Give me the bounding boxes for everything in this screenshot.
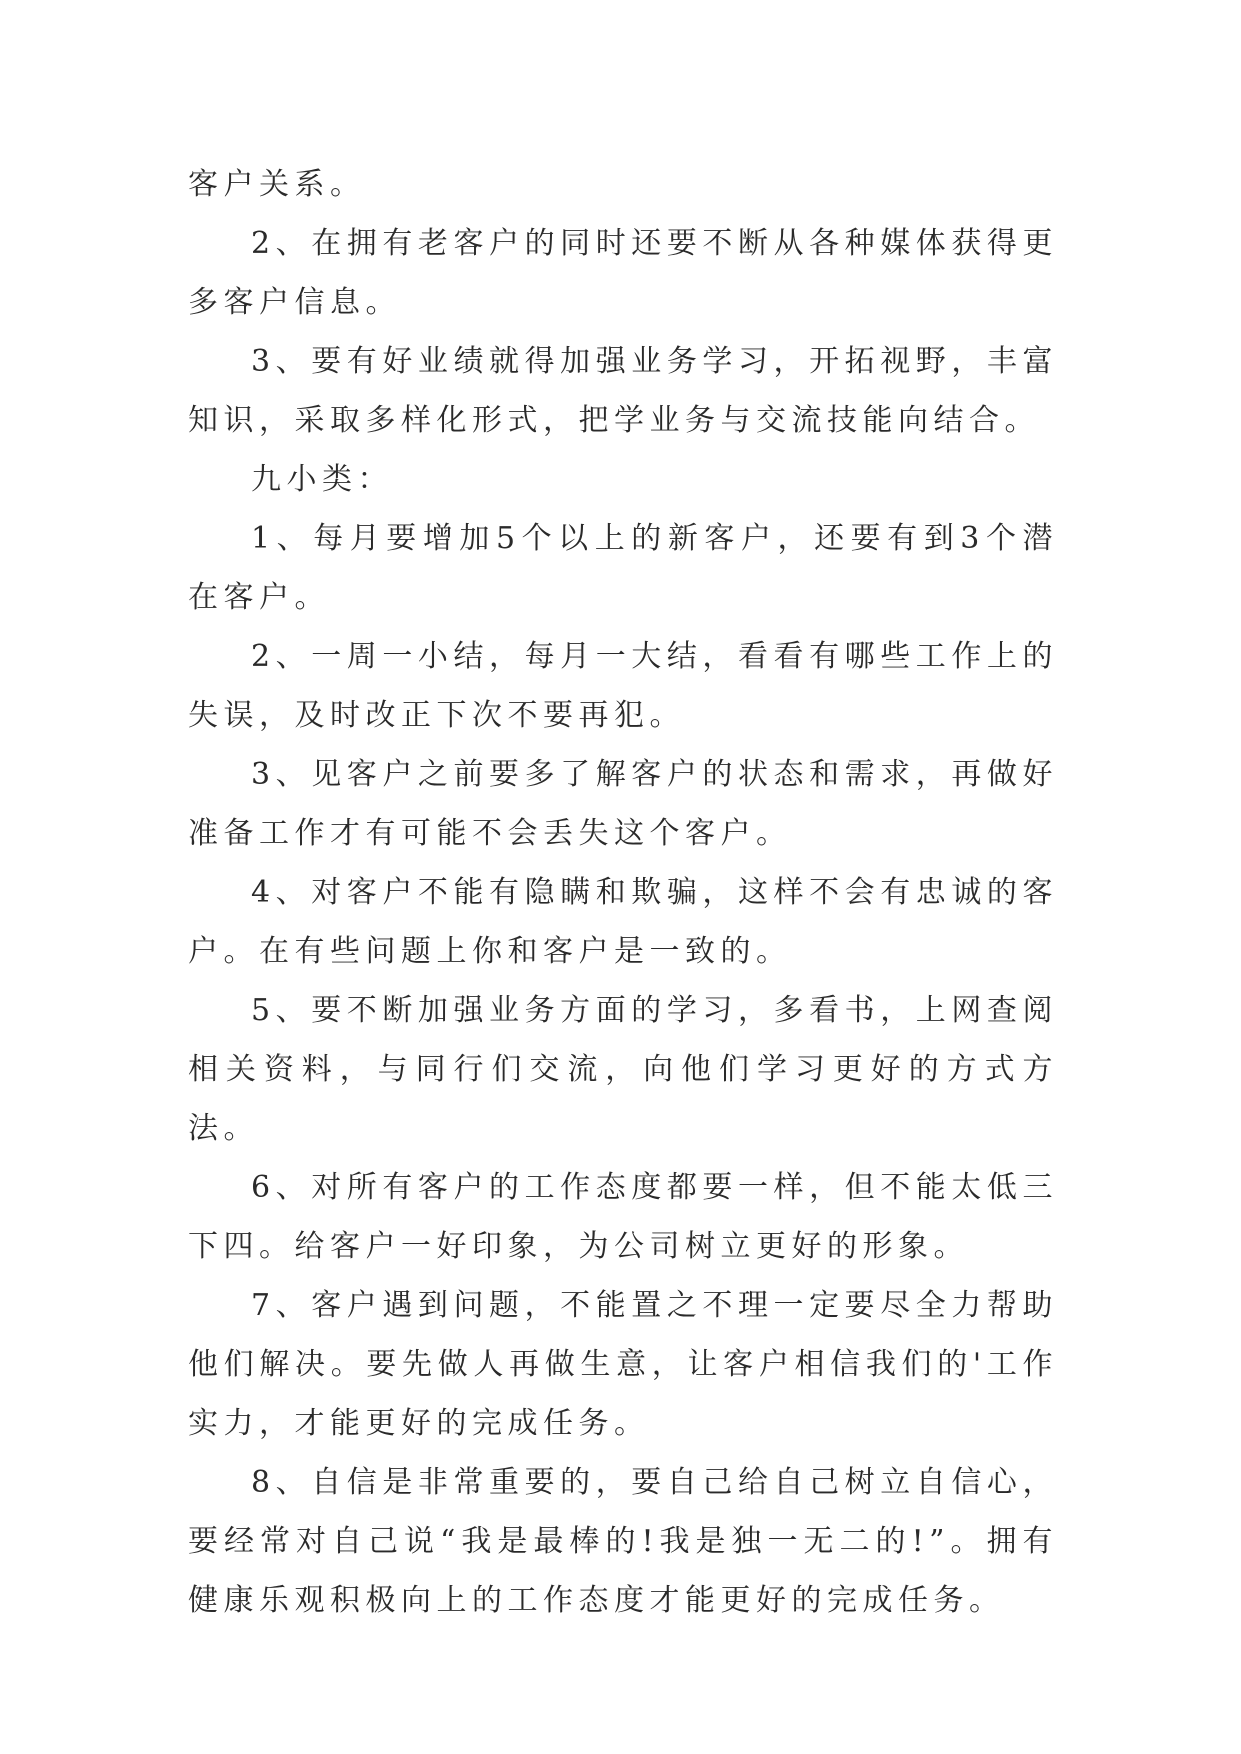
paragraph-item-8-confidence: 8、自信是非常重要的，要自己给自己树立自信心，要经常对自己说“我是最棒的!我是独一无二的!”。拥有健康乐观积极向上的工作态度才能更好的完成任务。 xyxy=(188,1465,1058,1618)
paragraph-item-1-new-clients: 1、每月要增加5个以上的新客户，还要有到3个潜在客户。 xyxy=(188,521,1058,615)
paragraph-item-3-learning: 3、要有好业绩就得加强业务学习，开拓视野，丰富知识，采取多样化形式，把学业务与交流技能向结合。 xyxy=(188,344,1058,438)
paragraph-item-2-media: 2、在拥有老客户的同时还要不断从各种媒体获得更多客户信息。 xyxy=(188,226,1058,320)
paragraph-item-6-attitude: 6、对所有客户的工作态度都要一样，但不能太低三下四。给客户一好印象，为公司树立更好的形象。 xyxy=(188,1170,1058,1264)
paragraph-continuation: 客户关系。 xyxy=(188,167,366,202)
paragraph-item-4-honesty: 4、对客户不能有隐瞒和欺骗，这样不会有忠诚的客户。在有些问题上你和客户是一致的。 xyxy=(188,875,1058,969)
paragraph-item-2-summary: 2、一周一小结，每月一大结，看看有哪些工作上的失误，及时改正下次不要再犯。 xyxy=(188,639,1058,733)
paragraph-item-7-help: 7、客户遇到问题，不能置之不理一定要尽全力帮助他们解决。要先做人再做生意，让客户相信我们的'工作实力，才能更好的完成任务。 xyxy=(188,1288,1058,1441)
document-body xyxy=(188,155,1058,1630)
section-heading-nine-categories: 九小类： xyxy=(251,462,393,497)
paragraph-item-5-study: 5、要不断加强业务方面的学习，多看书，上网查阅相关资料，与同行们交流，向他们学习更好的方式方法。 xyxy=(188,993,1058,1146)
paragraph-item-3-preparation: 3、见客户之前要多了解客户的状态和需求，再做好准备工作才有可能不会丢失这个客户。 xyxy=(188,757,1058,851)
